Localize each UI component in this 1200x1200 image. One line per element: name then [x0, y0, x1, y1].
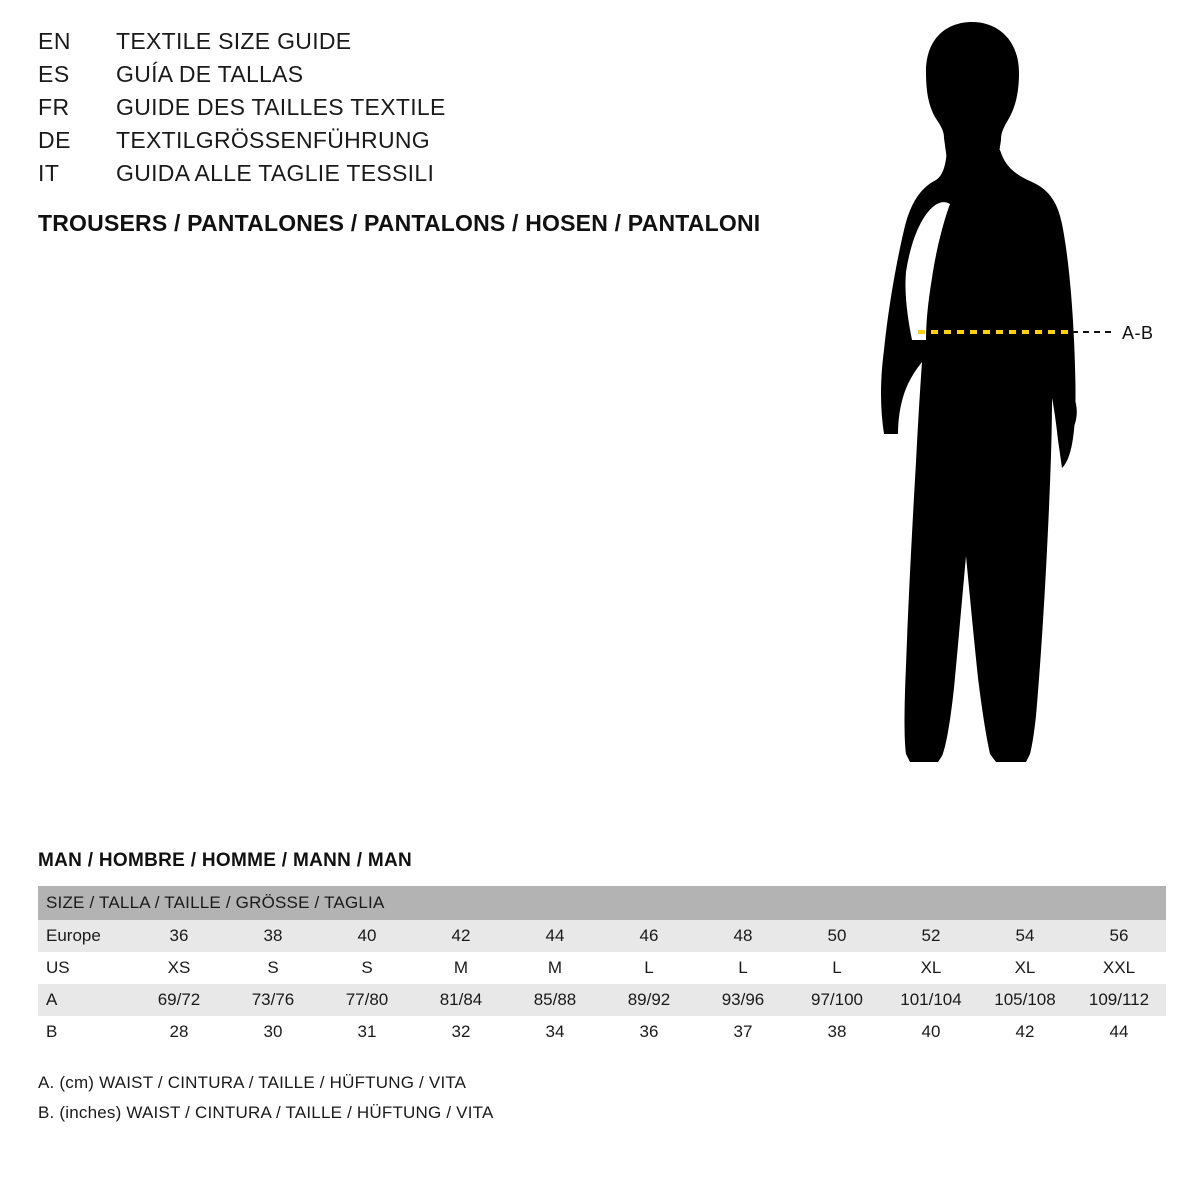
size-table — [38, 886, 1166, 1048]
row-label: US — [38, 952, 132, 984]
language-title: TEXTILE SIZE GUIDE — [116, 28, 352, 54]
male-silhouette-icon — [800, 10, 1200, 800]
language-row — [38, 94, 798, 127]
language-code: IT — [38, 160, 60, 186]
table-cell: L — [602, 952, 696, 984]
language-title: GUIDA ALLE TAGLIE TESSILI — [116, 160, 435, 186]
table-cell: 105/108 — [978, 984, 1072, 1016]
language-title: GUÍA DE TALLAS — [116, 61, 304, 87]
table-cell: 37 — [696, 1016, 790, 1048]
table-cell: XL — [884, 952, 978, 984]
language-code: ES — [38, 61, 70, 87]
language-row — [38, 160, 798, 193]
table-cell: 85/88 — [508, 984, 602, 1016]
gender-title: MAN / HOMBRE / HOMME / MANN / MAN — [38, 850, 413, 871]
language-code: DE — [38, 127, 71, 153]
table-cell: 50 — [790, 920, 884, 952]
table-cell: M — [508, 952, 602, 984]
size-table-section — [38, 850, 1166, 1128]
table-cell: 40 — [884, 1016, 978, 1048]
table-cell: 31 — [320, 1016, 414, 1048]
table-cell: 28 — [132, 1016, 226, 1048]
table-cell: 73/76 — [226, 984, 320, 1016]
table-row — [38, 920, 1166, 952]
table-cell: S — [320, 952, 414, 984]
table-cell: 38 — [790, 1016, 884, 1048]
language-row — [38, 127, 798, 160]
table-cell: 109/112 — [1072, 984, 1166, 1016]
language-code: EN — [38, 28, 71, 54]
language-code: FR — [38, 94, 70, 120]
table-cell: M — [414, 952, 508, 984]
language-row — [38, 61, 798, 94]
table-cell: 46 — [602, 920, 696, 952]
table-cell: 44 — [1072, 1016, 1166, 1048]
garment-type-title: TROUSERS / PANTALONES / PANTALONS / HOSEN / PANTALONI — [38, 210, 761, 236]
table-cell: 34 — [508, 1016, 602, 1048]
table-cell: L — [790, 952, 884, 984]
table-cell: 81/84 — [414, 984, 508, 1016]
table-cell: 56 — [1072, 920, 1166, 952]
footnote-b: B. (inches) WAIST / CINTURA / TAILLE / HÜFTUNG / VITA — [38, 1103, 494, 1122]
table-cell: 38 — [226, 920, 320, 952]
table-cell: 93/96 — [696, 984, 790, 1016]
table-cell: 42 — [414, 920, 508, 952]
table-row — [38, 952, 1166, 984]
table-cell: 77/80 — [320, 984, 414, 1016]
row-label: B — [38, 1016, 132, 1048]
table-cell: 30 — [226, 1016, 320, 1048]
table-cell: 101/104 — [884, 984, 978, 1016]
header-block — [38, 28, 798, 237]
table-cell: XL — [978, 952, 1072, 984]
table-cell: 44 — [508, 920, 602, 952]
table-cell: 40 — [320, 920, 414, 952]
measure-label-ab: A-B — [1122, 323, 1154, 343]
table-cell: 48 — [696, 920, 790, 952]
table-row — [38, 984, 1166, 1016]
table-cell: 69/72 — [132, 984, 226, 1016]
table-cell: 42 — [978, 1016, 1072, 1048]
row-label: Europe — [38, 920, 132, 952]
language-title: TEXTILGRÖSSENFÜHRUNG — [116, 127, 430, 153]
table-cell: XXL — [1072, 952, 1166, 984]
table-cell: 36 — [602, 1016, 696, 1048]
table-cell: 97/100 — [790, 984, 884, 1016]
table-cell: 54 — [978, 920, 1072, 952]
figure-illustration — [800, 10, 1200, 800]
table-cell: 89/92 — [602, 984, 696, 1016]
table-row — [38, 1016, 1166, 1048]
footnote-a: A. (cm) WAIST / CINTURA / TAILLE / HÜFTUNG / VITA — [38, 1073, 467, 1092]
row-label: A — [38, 984, 132, 1016]
table-cell: 32 — [414, 1016, 508, 1048]
language-row — [38, 28, 798, 61]
footnotes-block — [38, 1068, 1166, 1128]
size-header-cell: SIZE / TALLA / TAILLE / GRÖSSE / TAGLIA — [38, 886, 1166, 920]
table-cell: L — [696, 952, 790, 984]
language-title: GUIDE DES TAILLES TEXTILE — [116, 94, 446, 120]
table-cell: 52 — [884, 920, 978, 952]
table-cell: 36 — [132, 920, 226, 952]
table-header-row — [38, 886, 1166, 920]
table-cell: XS — [132, 952, 226, 984]
table-cell: S — [226, 952, 320, 984]
